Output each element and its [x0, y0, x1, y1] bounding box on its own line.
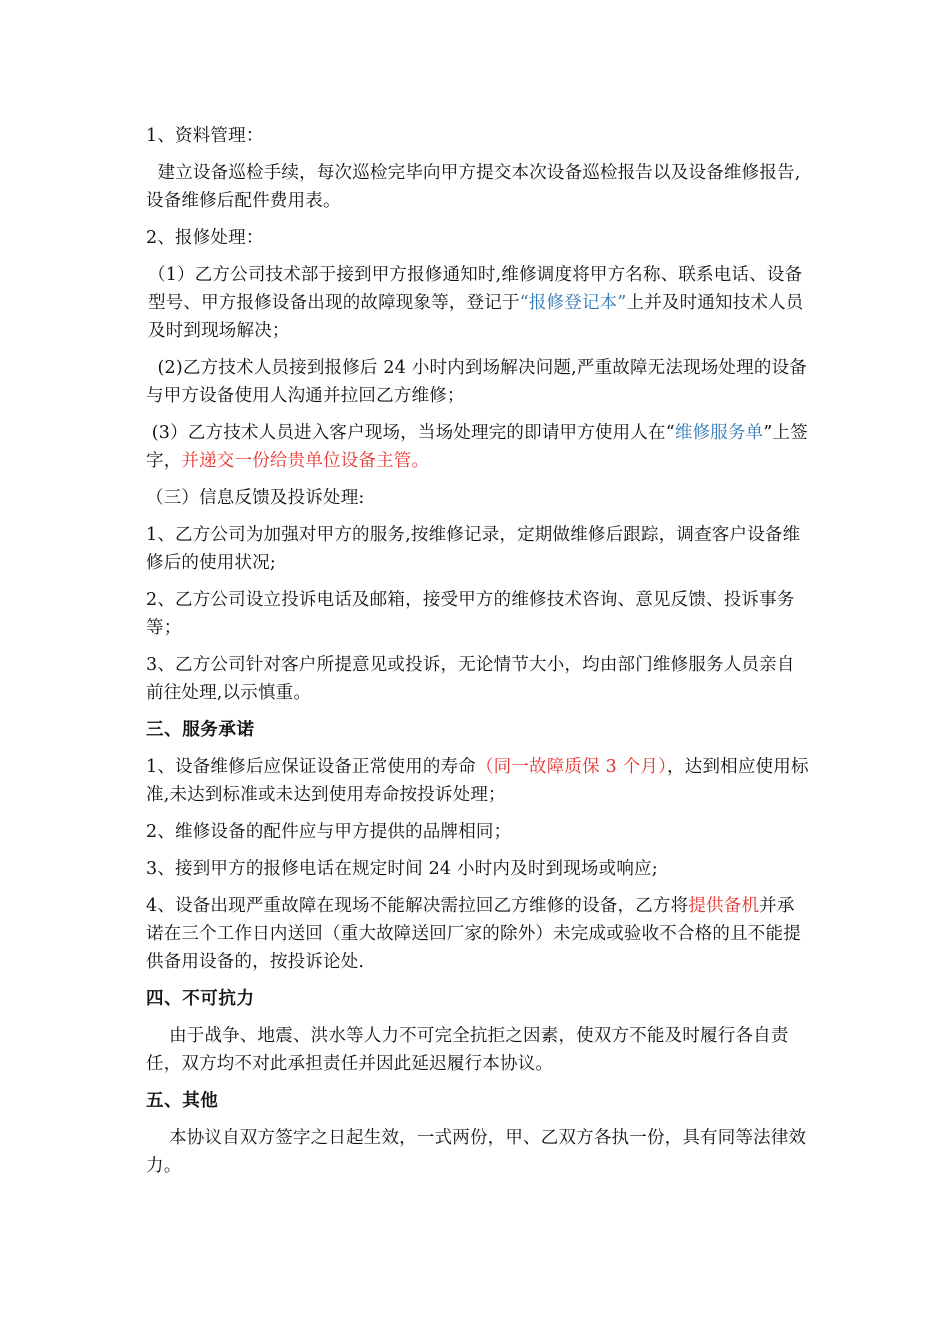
commitment-1-text: 1、设备维修后应保证设备正常使用的寿命 [146, 757, 476, 777]
paragraph-feedback-3: 3、乙方公司针对客户所提意见或投诉，无论情节大小，均由部门维修服务人员亲自前往处理,以示慎重。 [146, 655, 795, 703]
repair-step-1-text: （1）乙方公司技术部于接到甲方报修通知时,维修调度将甲方名称、联系电话、设备型号、甲方报修设备出现的故障现象等，登记于 [148, 265, 803, 313]
paragraph-feedback-1: 1、乙方公司为加强对甲方的服务,按维修记录，定期做维修后跟踪，调查客户设备维修后的使用状况; [146, 525, 801, 573]
paragraph-commitment-3: 3、接到甲方的报修电话在规定时间 24 小时内及时到现场或响应; [146, 859, 658, 879]
paragraph-repair-step-2: (2)乙方技术人员接到报修后 24 小时内到场解决问题,严重故障无法现场处理的设备与甲方设备使用人沟通并拉回乙方维修； [146, 358, 807, 406]
submit-to-supervisor-highlight: 并递交一份给贵单位设备主管。 [181, 451, 430, 471]
paragraph-commitment-1 [146, 753, 811, 809]
repair-register-book-highlight: “报修登记本” [519, 293, 627, 313]
backup-machine-highlight: 提供备机 [688, 896, 760, 916]
heading-service-commitment: 三、服务承诺 [146, 720, 255, 740]
paragraph-inspection-procedure: 建立设备巡检手续，每次巡检完毕向甲方提交本次设备巡检报告以及设备维修报告,设备维修后配件费用表。 [146, 163, 801, 211]
section-feedback-title: （三）信息反馈及投诉处理: [146, 488, 365, 508]
paragraph-feedback-2: 2、乙方公司设立投诉电话及邮箱，接受甲方的维修技术咨询、意见反馈、投诉事务等； [146, 590, 795, 638]
heading-other: 五、其他 [146, 1091, 219, 1111]
paragraph-repair-step-3 [146, 419, 811, 475]
paragraph-commitment-4 [146, 892, 811, 976]
section-repair-handling-title: 2、报修处理： [146, 228, 264, 248]
service-form-highlight: 维修服务单 [674, 423, 764, 443]
heading-force-majeure: 四、不可抗力 [146, 989, 255, 1009]
commitment-4-text: 4、设备出现严重故障在现场不能解决需拉回乙方维修的设备，乙方将 [146, 896, 689, 916]
commitment-1-tail: ，达到相应使用标准,未达到标准或未达到使用寿命按投诉处理； [146, 757, 809, 805]
paragraph-repair-step-1 [146, 261, 811, 345]
paragraph-effective-date: 本协议自双方签字之日起生效，一式两份，甲、乙双方各执一份，具有同等法律效力。 [146, 1128, 807, 1176]
repair-step-3-text: (3）乙方技术人员进入客户现场，当场处理完的即请甲方使用人在“ [146, 423, 675, 443]
repair-step-3-middle: ”上签字， [146, 423, 808, 471]
repair-step-1-tail: 上并及时通知技术人员及时到现场解决； [148, 293, 804, 341]
paragraph-force-majeure: 由于战争、地震、洪水等人力不可完全抗拒之因素，使双方不能及时履行各自责任，双方均不对此承担责任并因此延迟履行本协议。 [146, 1026, 789, 1074]
paragraph-commitment-2: 2、维修设备的配件应与甲方提供的品牌相同； [146, 822, 512, 842]
section-data-management-title: 1、资料管理： [146, 126, 264, 146]
warranty-highlight: （同一故障质保 3 个月） [475, 757, 668, 777]
commitment-4-tail: 并承诺在三个工作日内送回（重大故障送回厂家的除外）未完成或验收不合格的且不能提供备用设备的，按投诉论处. [146, 896, 801, 972]
document-page [146, 122, 811, 1189]
